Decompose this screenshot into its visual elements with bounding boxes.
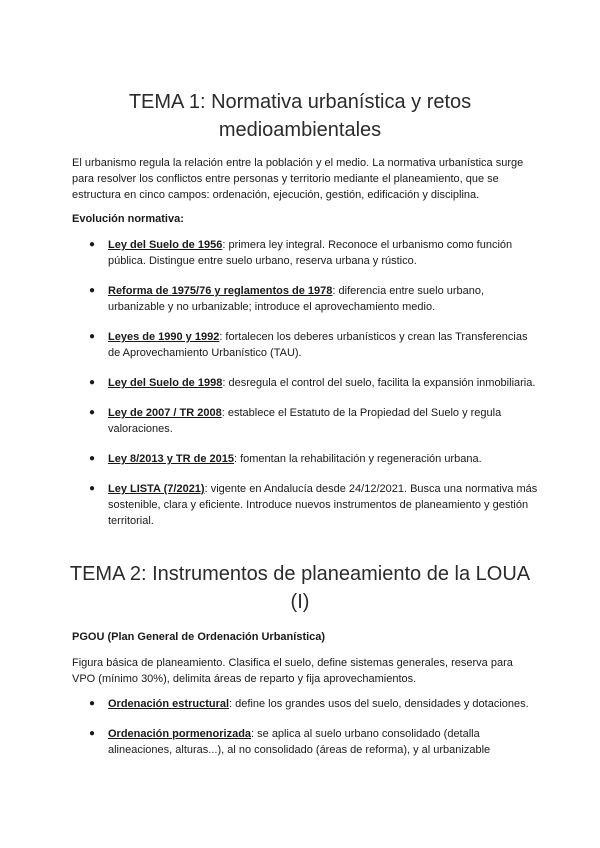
item-text: : fomentan la rehabilitación y regeneración urbana. [233, 453, 482, 465]
item-bold: Ley de 2007 / TR 2008 [108, 407, 222, 419]
list-item [72, 237, 542, 269]
bullet-icon: ● [89, 285, 96, 296]
item-text: : se aplica al suelo urbano consolidado (detalla alineaciones, alturas...), al no consolidado (áreas de reforma), y al urbanizable [108, 728, 491, 756]
item-bold: Ley 8/2013 y TR de 2015 [108, 453, 234, 465]
bullet-icon: ● [89, 377, 96, 388]
bullet-icon: ● [89, 728, 96, 739]
bullet-icon: ● [89, 331, 96, 342]
item-text: : vigente en Andalucía desde 24/12/2021. Busca una normativa más sostenible, clara y eficiente. Introduce nuevos instrumentos de planeamiento y gestión territorial. [108, 483, 538, 527]
list-item [72, 283, 542, 315]
item-text: : primera ley integral. Reconoce el urbanismo como función pública. Distingue entre suelo urbano, reserva urbana y rústico. [108, 239, 513, 267]
item-bold: Ley del Suelo de 1998 [108, 377, 223, 389]
item-bold: Ley LISTA (7/2021) [108, 483, 205, 495]
item-text: : fortalecen los deberes urbanísticos y crean las Transferencias de Aprovechamiento Urbanístico (TAU). [108, 331, 528, 359]
item-bold: Reforma de 1975/76 y reglamentos de 1978 [108, 285, 333, 297]
item-bold: Ley del Suelo de 1956 [108, 239, 223, 251]
tema2-title: TEMA 2: Instrumentos de planeamiento de la LOUA (I) [69, 563, 531, 613]
bullet-icon: ● [89, 453, 96, 464]
tema2-subheading: PGOU (Plan General de Ordenación Urbanística) [72, 631, 326, 643]
tema1-list [72, 237, 542, 529]
item-text: : establece el Estatuto de la Propiedad del Suelo y regula valoraciones. [108, 407, 502, 435]
tema1-intro: El urbanismo regula la relación entre la población y el medio. La normativa urbanística surge para resolver los conflictos entre personas y territorio mediante el planeamiento, que se estructura en cinco campos: ordenación, ejecución, gestión, edificación y disciplina. [72, 157, 524, 201]
list-item [72, 726, 542, 758]
list-item [72, 329, 542, 361]
list-item [72, 375, 542, 391]
tema2-intro: Figura básica de planeamiento. Clasifica el suelo, define sistemas generales, reserva para VPO (mínimo 30%), delimita áreas de reparto y fija aprovechamientos. [72, 657, 513, 685]
bullet-icon: ● [89, 407, 96, 418]
tema2-list [72, 696, 542, 758]
list-item [72, 481, 542, 529]
list-item [72, 405, 542, 437]
bullet-icon: ● [89, 483, 96, 494]
item-bold: Ordenación estructural [108, 698, 230, 710]
item-bold: Leyes de 1990 y 1992 [108, 331, 220, 343]
list-item [72, 451, 542, 467]
bullet-icon: ● [89, 698, 96, 709]
tema1-subheading: Evolución normativa: [72, 213, 184, 225]
item-text: : desregula el control del suelo, facilita la expansión inmobiliaria. [222, 377, 536, 389]
item-bold: Ordenación pormenorizada [108, 728, 252, 740]
tema1-title: TEMA 1: Normativa urbanística y retos medioambientales [128, 91, 472, 141]
list-item [72, 696, 542, 712]
bullet-icon: ● [89, 239, 96, 250]
item-text: : define los grandes usos del suelo, densidades y dotaciones. [229, 698, 529, 710]
item-text: : diferencia entre suelo urbano, urbanizable y no urbanizable; introduce el aprovechamiento medio. [108, 285, 485, 313]
